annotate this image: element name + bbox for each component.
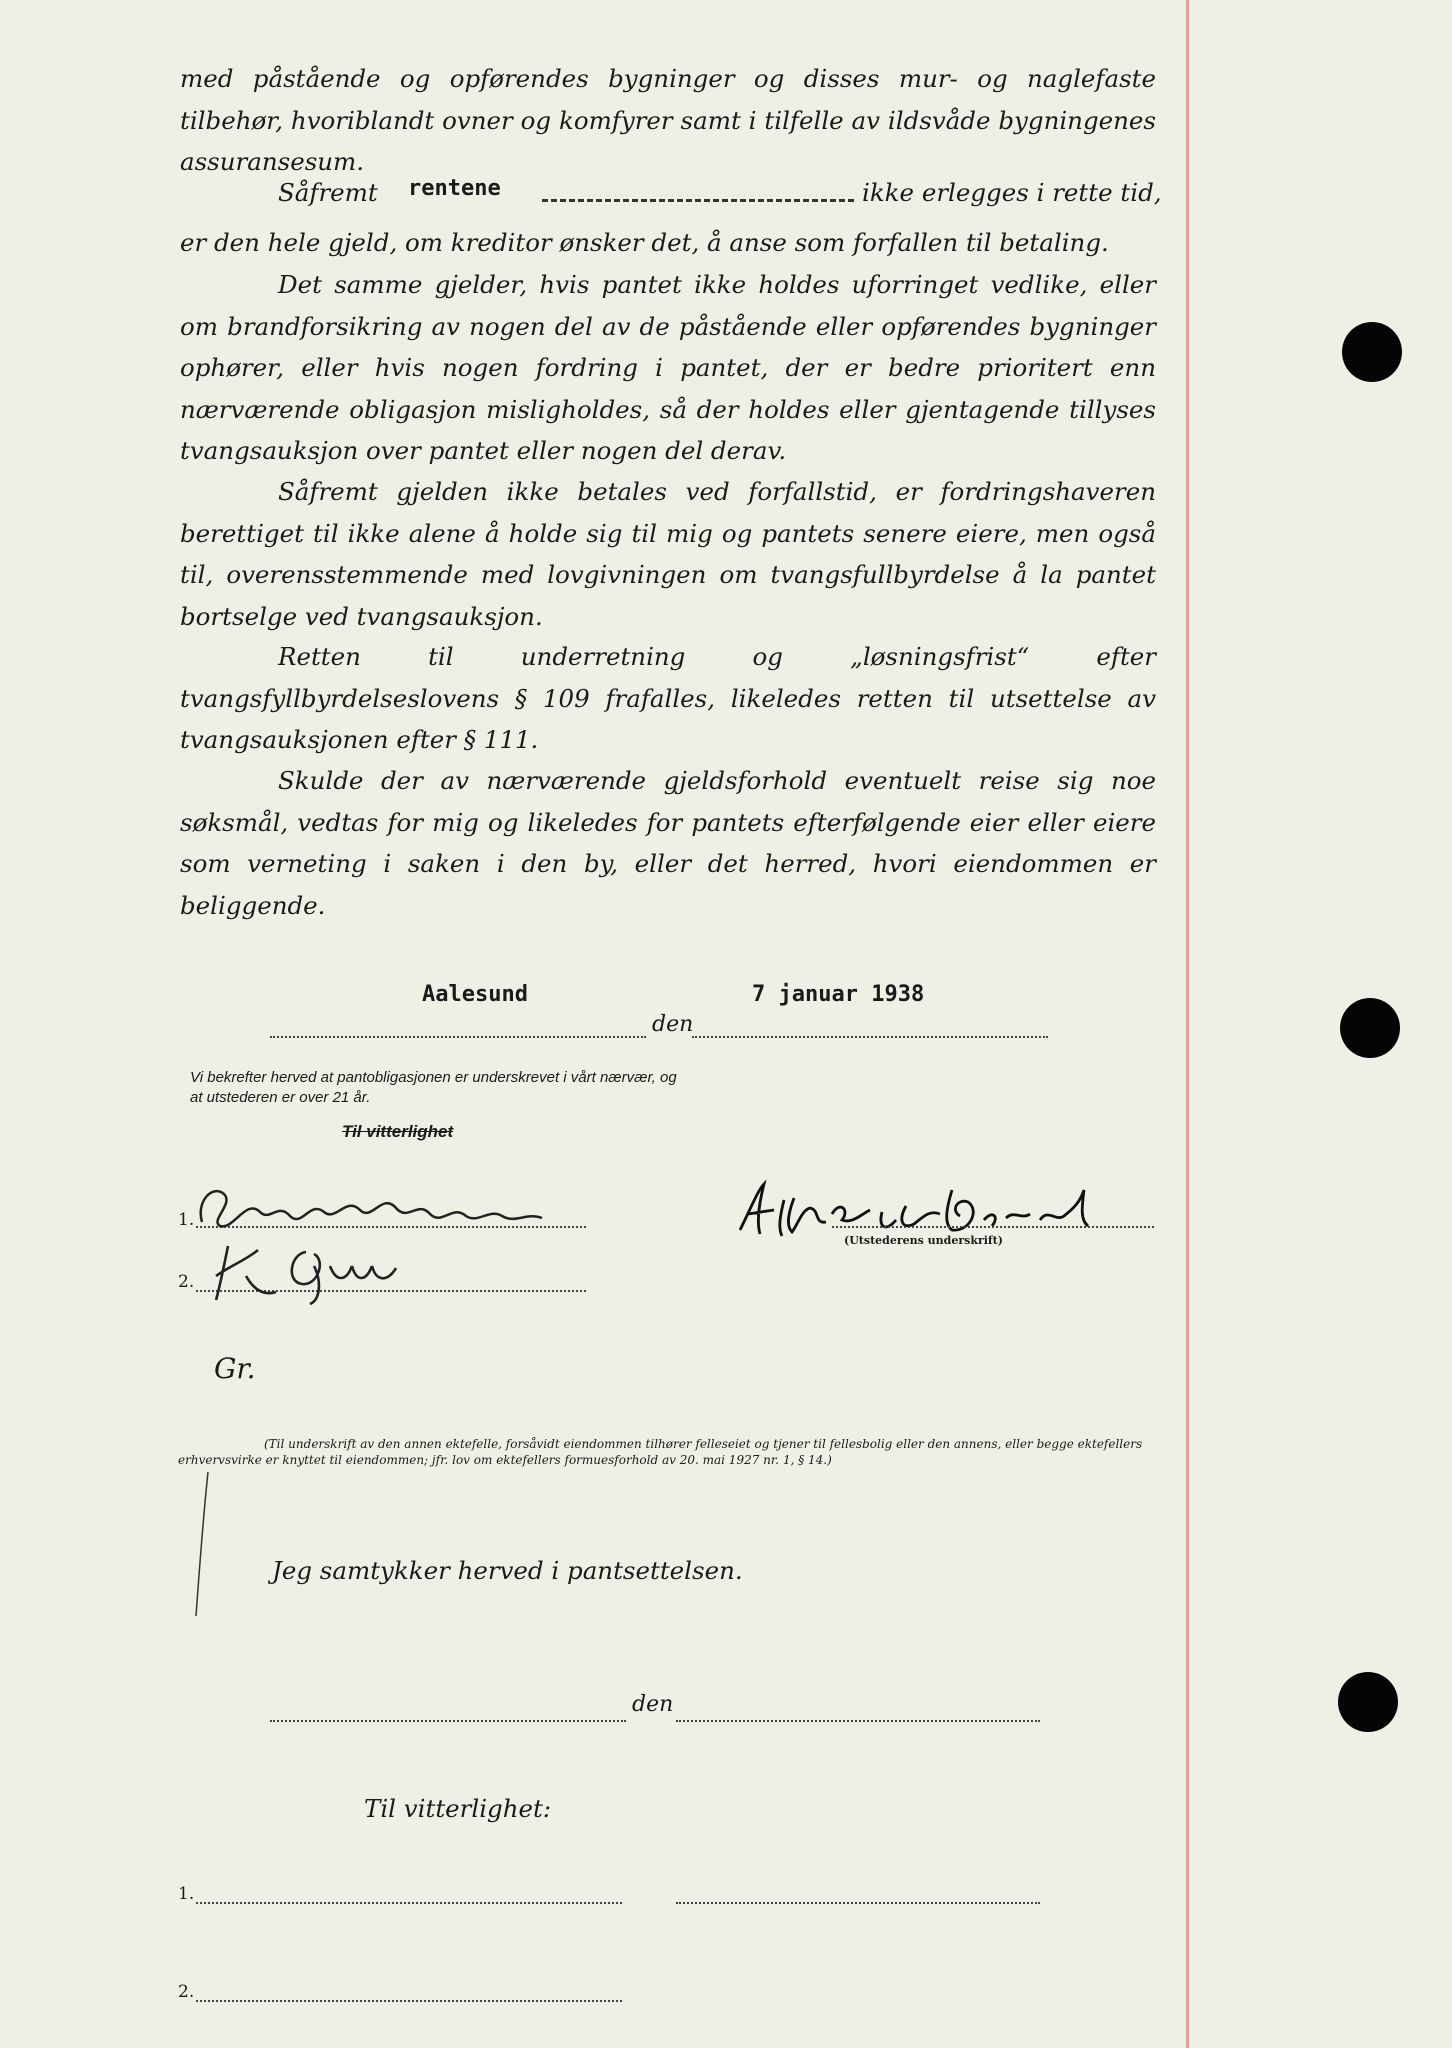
margin-stroke xyxy=(190,1470,220,1620)
consent-witness-number-2: 2. xyxy=(178,1982,195,2002)
consent-date-line xyxy=(676,1720,1040,1722)
consent-witness-line-1 xyxy=(196,1902,622,1904)
date-value: 7 januar 1938 xyxy=(752,982,925,1007)
punch-hole-bottom xyxy=(1338,1672,1398,1732)
date-value-line xyxy=(692,1036,1048,1038)
consent-text: Jeg samtykker herved i pantsettelsen. xyxy=(272,1556,743,1585)
consent-right-line-1 xyxy=(676,1902,1040,1904)
date-place-line xyxy=(270,1036,646,1038)
witness-number-2: 2. xyxy=(178,1272,195,1292)
paragraph-maturity: Såfremt gjelden ikke betales ved forfallstid, er fordringshaveren berettiget til ikke alene å holde sig til mig og pantets senere eiere, men også til, overensstemmende med lovgivningen om tvangsfullbyrdelse å la pantet bortselge ved tvangsauksjon. xyxy=(180,477,1156,631)
paragraph-same-applies: Det samme gjelder, hvis pantet ikke holdes uforringet vedlike, eller om brandforsikring av nogen del av de påstående eller opførendes bygninger ophører, eller hvis nogen fordring i pantet, der er bedre prioritert enn nærværende obligasjon misligholdes, så der holdes eller gjentagende tillyses tvangsauksjon over pantet eller nogen del derav. xyxy=(180,270,1156,466)
paragraph-notice: Retten til underretning og „løsningsfrist“ efter tvangsfyllbyrdelseslovens § 109 frafalles, likeledes retten til utsettelse av tvangsauksjonen efter § 111. xyxy=(180,642,1156,755)
consent-witness-number-1: 1. xyxy=(178,1884,195,1904)
paragraph-venue: Skulde der av nærværende gjeldsforhold eventuelt reise sig noe søksmål, vedtas for mig og likeledes for pantets efterfølgende eier eller eiere som verneting i saken i den by, eller det herred, hvori eiendommen er beliggende. xyxy=(180,766,1156,920)
consent-witness-line-2 xyxy=(196,2000,622,2002)
consent-den-label: den xyxy=(632,1692,674,1717)
interest-clause-rest: ikke erlegges i rette tid, xyxy=(862,178,1162,207)
issuer-caption: (Utstederens underskrift) xyxy=(844,1234,1003,1247)
interest-dash-line xyxy=(542,199,854,202)
marginal-annotation: Gr. xyxy=(214,1352,256,1385)
date-den-label: den xyxy=(652,1012,694,1037)
interest-clause-lead: Såfremt xyxy=(278,178,378,207)
paragraph-property: med påstående og opførendes bygninger og disses mur- og naglefaste tilbehør, hvoriblandt ovner og komfyrer samt i tilfelle av ildsvåde bygningenes assuransesum. xyxy=(180,64,1156,177)
witness-note: Vi bekrefter herved at pantobligasjonen er underskrevet i vårt nærvær, og at utstederen er over 21 år. xyxy=(190,1069,677,1106)
punch-hole-middle xyxy=(1340,998,1400,1058)
witness-signature-2 xyxy=(206,1236,506,1306)
paragraph-default: er den hele gjeld, om kreditor ønsker det, å anse som forfallen til betaling. xyxy=(180,228,1109,257)
punch-hole-top xyxy=(1342,322,1402,382)
witness-heading: Til vitterlighet xyxy=(342,1122,454,1141)
consent-witness-heading: Til vitterlighet: xyxy=(364,1794,552,1823)
date-place: Aalesund xyxy=(422,982,528,1007)
interest-clause-filled: rentene xyxy=(408,176,501,201)
witness-number-1: 1. xyxy=(178,1210,195,1230)
consent-place-line xyxy=(270,1720,626,1722)
issuer-signature-line xyxy=(832,1226,1154,1228)
margin-rule xyxy=(1186,0,1189,2048)
spouse-footnote: (Til underskrift av den annen ektefelle, forsåvidt eiendommen tilhører felleseiet og tjener til fellesbolig eller den annens, eller begge ektefellers erhvervsvirke er knyttet til eiendommen; jfr. lov om ektefellers formuesforhold av 20. mai 1927 nr. 1, § 14.) xyxy=(178,1437,1143,1467)
witness-signature-1 xyxy=(190,1182,580,1232)
issuer-signature xyxy=(730,1180,1110,1240)
